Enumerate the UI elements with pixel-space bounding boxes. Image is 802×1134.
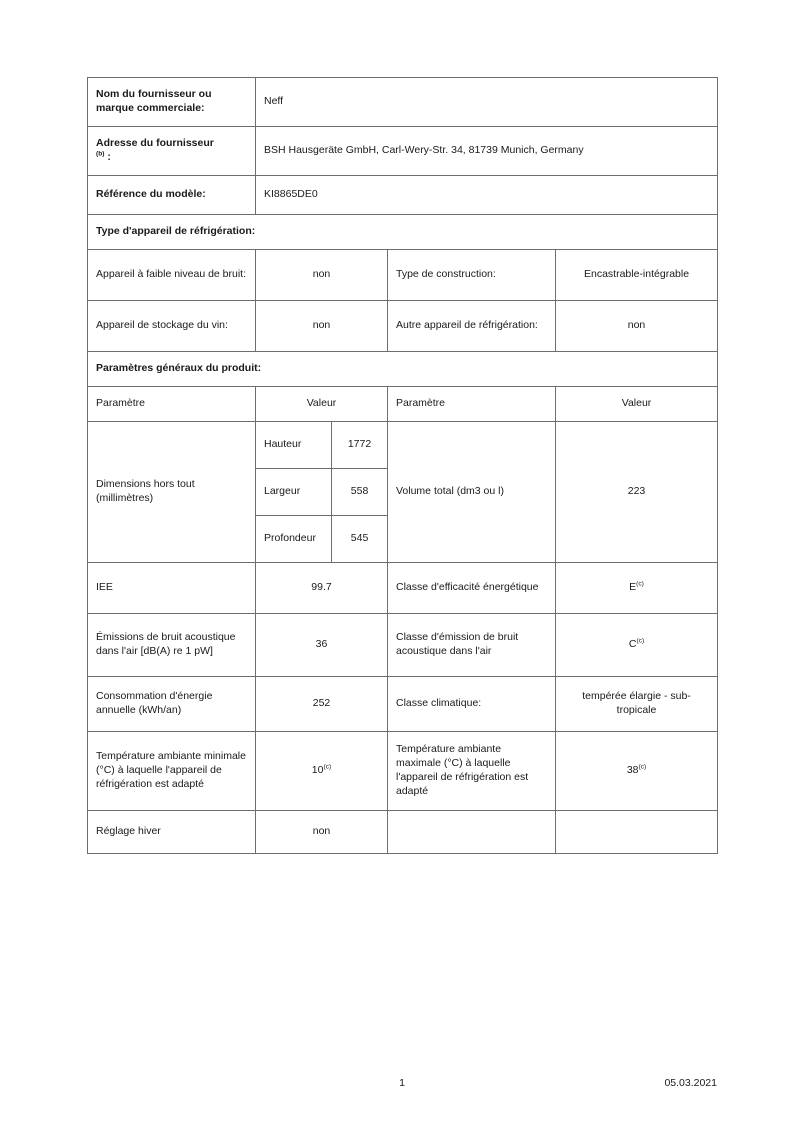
specification-table <box>87 77 718 854</box>
winter-setting-empty-label <box>388 811 556 854</box>
column-header-parameter-1: Paramètre <box>88 387 256 422</box>
noise-emission-label: Émissions de bruit acoustique dans l'air [dB(A) re 1 pW] <box>88 614 256 677</box>
max-ambient-temperature-number: 38 <box>626 764 639 777</box>
energy-efficiency-class-footnote-marker: (c) <box>636 580 644 588</box>
column-header-value-2: Valeur <box>556 387 718 422</box>
supplier-address-label <box>88 127 256 176</box>
low-noise-value: non <box>256 250 388 301</box>
noise-emission-class-letter: C <box>628 638 637 651</box>
winter-setting-empty-value <box>556 811 718 854</box>
dimension-height-value: 1772 <box>332 422 387 469</box>
min-ambient-temperature-label: Température ambiante minimale (°C) à laquelle l'appareil de réfrigération est adapté <box>88 732 256 811</box>
dimensions-subtable <box>256 422 387 562</box>
energy-efficiency-class-label: Classe d'efficacité énergétique <box>388 563 556 614</box>
supplier-name-value: Neff <box>256 78 718 127</box>
dimension-row-width <box>256 469 387 516</box>
dimensions-label: Dimensions hors tout (millimètres) <box>88 422 256 563</box>
max-ambient-temperature-label: Température ambiante maximale (°C) à laquelle l'appareil de réfrigération est adapté <box>388 732 556 811</box>
model-reference-value: KI8865DE0 <box>256 176 718 215</box>
annual-energy-label: Consommation d'énergie annuelle (kWh/an) <box>88 677 256 732</box>
other-appliance-value: non <box>556 301 718 352</box>
min-ambient-temperature-number: 10 <box>311 764 324 777</box>
table-row-model-reference <box>88 176 718 215</box>
noise-emission-class-value <box>556 614 718 677</box>
supplier-address-colon: : <box>104 151 111 163</box>
max-ambient-temperature-footnote-marker: (c) <box>638 763 647 771</box>
min-ambient-temperature-footnote-marker: (c) <box>323 763 332 771</box>
energy-efficiency-class-value <box>556 563 718 614</box>
table-row-winter-setting <box>88 811 718 854</box>
noise-emission-class-footnote-marker: (c) <box>636 637 645 645</box>
table-row-column-headers <box>88 387 718 422</box>
table-row-wine-storage <box>88 301 718 352</box>
column-header-value-1: Valeur <box>256 387 388 422</box>
dimension-width-label: Largeur <box>256 469 332 516</box>
winter-setting-label: Réglage hiver <box>88 811 256 854</box>
dimension-width-value: 558 <box>332 469 387 516</box>
document-date: 05.03.2021 <box>664 1077 717 1089</box>
dimension-row-depth <box>256 516 387 563</box>
energy-efficiency-class-letter: E <box>629 581 637 594</box>
total-volume-value: 223 <box>556 422 718 563</box>
table-row-general-heading <box>88 352 718 387</box>
page-number: 1 <box>399 1077 405 1089</box>
page-footer <box>87 1077 717 1093</box>
appliance-type-section-heading: Type d'appareil de réfrigération: <box>88 215 718 250</box>
table-row-ambient-temperature <box>88 732 718 811</box>
construction-type-value: Encastrable-intégrable <box>556 250 718 301</box>
wine-storage-label: Appareil de stockage du vin: <box>88 301 256 352</box>
wine-storage-value: non <box>256 301 388 352</box>
climate-class-value: tempérée élargie - sub-tropicale <box>556 677 718 732</box>
supplier-address-value: BSH Hausgeräte GmbH, Carl-Wery-Str. 34, 81739 Munich, Germany <box>256 127 718 176</box>
table-row-appliance-type-heading <box>88 215 718 250</box>
noise-emission-class-label: Classe d'émission de bruit acoustique dans l'air <box>388 614 556 677</box>
min-ambient-temperature-value <box>256 732 388 811</box>
table-row-supplier-name <box>88 78 718 127</box>
low-noise-label: Appareil à faible niveau de bruit: <box>88 250 256 301</box>
table-row-annual-energy <box>88 677 718 732</box>
table-row-dimensions <box>88 422 718 563</box>
model-reference-label: Référence du modèle: <box>88 176 256 215</box>
table-row-supplier-address <box>88 127 718 176</box>
table-row-noise-emissions <box>88 614 718 677</box>
dimension-depth-value: 545 <box>332 516 387 563</box>
iee-value: 99.7 <box>256 563 388 614</box>
max-ambient-temperature-value <box>556 732 718 811</box>
column-header-parameter-2: Paramètre <box>388 387 556 422</box>
table-row-low-noise <box>88 250 718 301</box>
dimension-depth-label: Profondeur <box>256 516 332 563</box>
table-row-iee <box>88 563 718 614</box>
annual-energy-value: 252 <box>256 677 388 732</box>
specification-sheet <box>87 77 717 854</box>
dimensions-subtable-cell <box>256 422 388 563</box>
iee-label: IEE <box>88 563 256 614</box>
general-parameters-section-heading: Paramètres généraux du produit: <box>88 352 718 387</box>
dimension-height-label: Hauteur <box>256 422 332 469</box>
climate-class-label: Classe climatique: <box>388 677 556 732</box>
supplier-address-footnote-marker: (b) <box>96 150 105 158</box>
winter-setting-value: non <box>256 811 388 854</box>
supplier-name-label: Nom du fournisseur ou marque commerciale: <box>88 78 256 127</box>
total-volume-label: Volume total (dm3 ou l) <box>388 422 556 563</box>
construction-type-label: Type de construction: <box>388 250 556 301</box>
supplier-address-label-text: Adresse du fournisseur <box>96 137 214 150</box>
dimension-row-height <box>256 422 387 469</box>
noise-emission-value: 36 <box>256 614 388 677</box>
other-appliance-label: Autre appareil de réfrigération: <box>388 301 556 352</box>
